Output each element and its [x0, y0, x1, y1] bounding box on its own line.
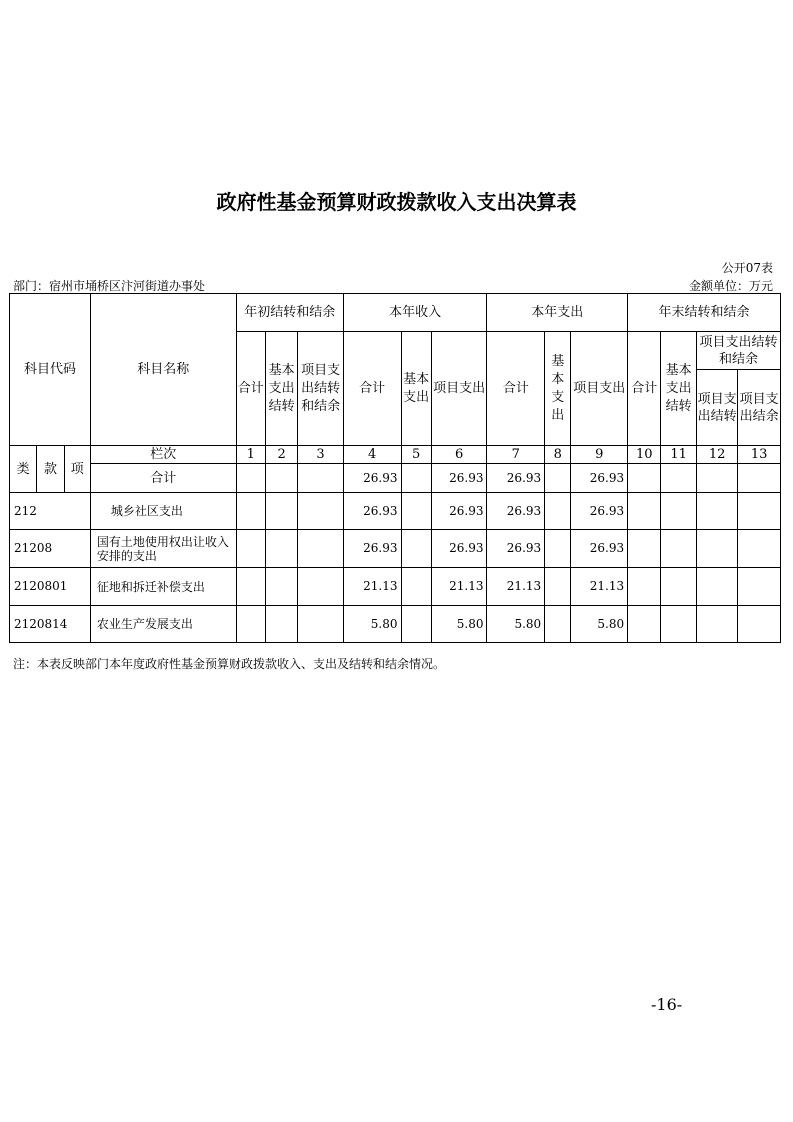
- col-number: 9: [571, 446, 628, 464]
- row-cell: [628, 568, 661, 606]
- total-cell: [401, 464, 431, 493]
- row-cell: 26.93: [431, 530, 487, 568]
- row-code: 212: [10, 493, 91, 530]
- row-cell: [265, 606, 297, 643]
- header-expense-project: 项目支出: [571, 332, 628, 446]
- row-cell: 26.93: [487, 493, 545, 530]
- row-cell: [236, 568, 265, 606]
- row-cell: 5.80: [571, 606, 628, 643]
- row-cell: 5.80: [487, 606, 545, 643]
- header-end-total: 合计: [628, 332, 661, 446]
- row-cell: [401, 493, 431, 530]
- total-cell: [738, 464, 781, 493]
- header-group-end: 年末结转和结余: [628, 294, 781, 332]
- row-cell: [401, 530, 431, 568]
- page-title: 政府性基金预算财政拨款收入支出决算表: [216, 190, 577, 214]
- department-label: 部门：宿州市埇桥区汴河街道办事处: [13, 279, 206, 293]
- row-cell: 21.13: [343, 568, 401, 606]
- row-cell: [401, 568, 431, 606]
- col-number: 8: [545, 446, 571, 464]
- header-kuan: 款: [37, 446, 64, 493]
- header-begin-project: 项目支出结转和结余: [298, 332, 344, 446]
- total-label: 合计: [90, 464, 236, 493]
- row-cell: [696, 606, 737, 643]
- row-cell: [628, 493, 661, 530]
- row-cell: [236, 493, 265, 530]
- row-cell: 21.13: [487, 568, 545, 606]
- header-income-project: 项目支出: [431, 332, 487, 446]
- col-number: 11: [661, 446, 696, 464]
- row-cell: [696, 530, 737, 568]
- row-code: 21208: [10, 530, 91, 568]
- total-cell: [628, 464, 661, 493]
- row-cell: [236, 530, 265, 568]
- header-begin-total: 合计: [236, 332, 265, 446]
- row-cell: [298, 606, 344, 643]
- header-expense-basic: 基本支出: [545, 332, 571, 446]
- total-cell: 26.93: [343, 464, 401, 493]
- row-cell: 21.13: [431, 568, 487, 606]
- total-cell: 26.93: [571, 464, 628, 493]
- col-number: 1: [236, 446, 265, 464]
- header-xiang: 项: [64, 446, 90, 493]
- row-cell: 26.93: [487, 530, 545, 568]
- row-cell: [298, 530, 344, 568]
- row-cell: [661, 606, 696, 643]
- col-number: 6: [431, 446, 487, 464]
- col-number: 10: [628, 446, 661, 464]
- row-cell: [738, 530, 781, 568]
- row-cell: 26.93: [431, 493, 487, 530]
- row-cell: [545, 606, 571, 643]
- row-cell: 5.80: [343, 606, 401, 643]
- header-lei: 类: [10, 446, 37, 493]
- header-end-project-carry: 项目支出结转: [696, 370, 737, 446]
- row-cell: [298, 568, 344, 606]
- total-cell: [236, 464, 265, 493]
- page-number: -16-: [651, 995, 683, 1014]
- row-name: 农业生产发展支出: [90, 606, 236, 643]
- row-cell: 5.80: [431, 606, 487, 643]
- col-number: 3: [298, 446, 344, 464]
- row-cell: 26.93: [571, 530, 628, 568]
- col-number: 4: [343, 446, 401, 464]
- table-row: [10, 493, 781, 530]
- total-cell: 26.93: [487, 464, 545, 493]
- total-cell: [661, 464, 696, 493]
- row-cell: [661, 493, 696, 530]
- row-cell: [265, 493, 297, 530]
- header-group-begin: 年初结转和结余: [236, 294, 343, 332]
- total-cell: [265, 464, 297, 493]
- row-cell: [545, 568, 571, 606]
- table-row: [10, 568, 781, 606]
- row-cell: 26.93: [343, 530, 401, 568]
- header-group-expense: 本年支出: [487, 294, 628, 332]
- header-end-project-balance: 项目支出结余: [738, 370, 781, 446]
- row-cell: [628, 606, 661, 643]
- row-name: 征地和拆迁补偿支出: [90, 568, 236, 606]
- row-cell: [738, 493, 781, 530]
- header-subject-name: 科目名称: [90, 294, 236, 446]
- row-cell: [696, 568, 737, 606]
- row-cell: [696, 493, 737, 530]
- budget-table: [9, 293, 781, 643]
- total-row: [10, 464, 781, 493]
- row-code: 2120801: [10, 568, 91, 606]
- header-expense-total: 合计: [487, 332, 545, 446]
- form-number: 公开07表: [721, 261, 773, 275]
- row-cell: [545, 530, 571, 568]
- row-cell: [738, 568, 781, 606]
- header-end-project: 项目支出结转和结余: [696, 332, 780, 370]
- header-begin-basic: 基本支出结转: [265, 332, 297, 446]
- total-cell: 26.93: [431, 464, 487, 493]
- row-cell: [545, 493, 571, 530]
- total-cell: [298, 464, 344, 493]
- header-subject-code: 科目代码: [10, 294, 91, 446]
- header-end-basic: 基本支出结转: [661, 332, 696, 446]
- col-index-label: 栏次: [90, 446, 236, 464]
- row-cell: [628, 530, 661, 568]
- col-number: 2: [265, 446, 297, 464]
- row-cell: [401, 606, 431, 643]
- table-note: 注：本表反映部门本年度政府性基金预算财政拨款收入、支出及结转和结余情况。: [13, 657, 446, 671]
- col-number: 13: [738, 446, 781, 464]
- row-cell: [265, 568, 297, 606]
- col-number: 12: [696, 446, 737, 464]
- row-cell: [265, 530, 297, 568]
- row-cell: 26.93: [571, 493, 628, 530]
- row-cell: [236, 606, 265, 643]
- row-cell: [661, 568, 696, 606]
- header-group-income: 本年收入: [343, 294, 487, 332]
- amount-unit-label: 金额单位：万元: [688, 279, 773, 293]
- row-cell: [738, 606, 781, 643]
- row-cell: [298, 493, 344, 530]
- row-name: 城乡社区支出: [90, 493, 236, 530]
- row-name: 国有土地使用权出让收入安排的支出: [90, 530, 236, 568]
- col-number: 5: [401, 446, 431, 464]
- total-cell: [696, 464, 737, 493]
- row-cell: [661, 530, 696, 568]
- header-income-basic: 基本支出: [401, 332, 431, 446]
- total-cell: [545, 464, 571, 493]
- row-cell: 21.13: [571, 568, 628, 606]
- header-income-total: 合计: [343, 332, 401, 446]
- table-row: [10, 530, 781, 568]
- row-code: 2120814: [10, 606, 91, 643]
- table-row: [10, 606, 781, 643]
- row-cell: 26.93: [343, 493, 401, 530]
- col-number: 7: [487, 446, 545, 464]
